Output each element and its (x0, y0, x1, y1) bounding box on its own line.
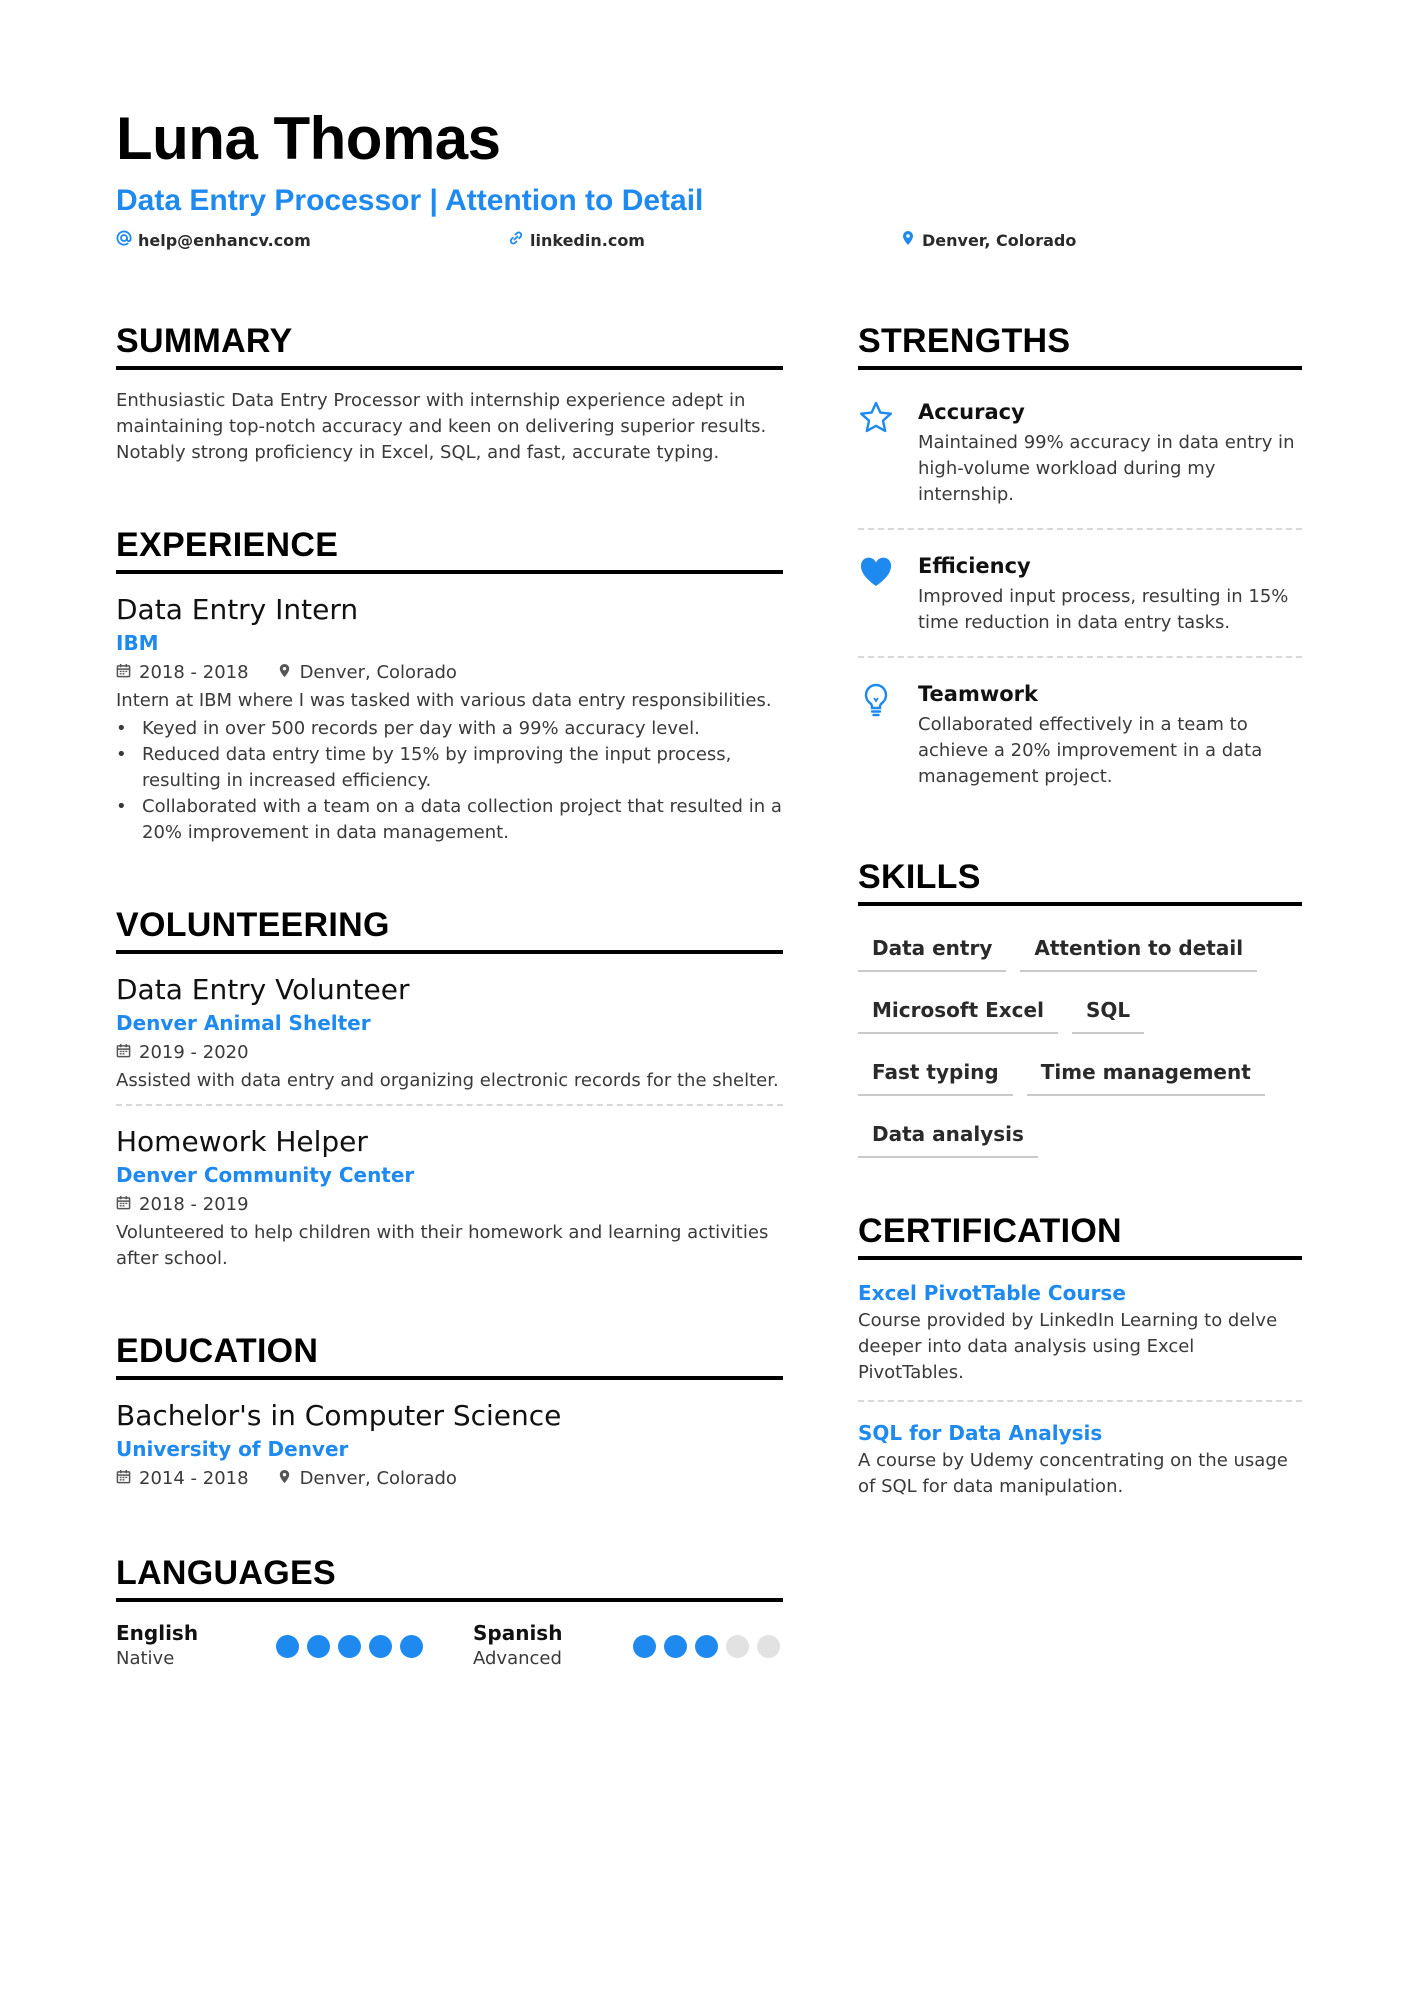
education-meta (116, 1464, 783, 1494)
certification-text: Course provided by LinkedIn Learning to delve deeper into data analysis using Excel PivotTables. (858, 1310, 1278, 1383)
experience-dates: 2018 - 2018 (139, 662, 249, 683)
strengths-heading: STRENGTHS (858, 320, 1302, 370)
strength-title: Teamwork (918, 682, 1038, 706)
experience-role: Data Entry Intern (116, 593, 359, 626)
rating-dot-filled (276, 1635, 299, 1658)
strength-text: Maintained 99% accuracy in data entry in high-volume workload during my internship. (918, 432, 1295, 505)
certification-heading: CERTIFICATION (858, 1210, 1302, 1260)
strength-title: Efficiency (918, 554, 1031, 578)
contact-email[interactable] (116, 230, 311, 250)
skill-tag: SQL (1072, 990, 1144, 1034)
experience-description: Intern at IBM where I was tasked with various data entry responsibilities. (116, 690, 772, 711)
right-column (858, 320, 1302, 1500)
link-icon (508, 230, 524, 250)
languages-heading: LANGUAGES (116, 1552, 783, 1602)
email-text: help@enhancv.com (138, 230, 311, 250)
volunteering-description: Assisted with data entry and organizing electronic records for the shelter. (116, 1070, 779, 1091)
left-column (116, 320, 783, 1672)
certification-item (858, 1278, 1302, 1402)
rating-dot-filled (369, 1635, 392, 1658)
candidate-headline: Data Entry Processor | Attention to Detail (116, 184, 704, 217)
calendar-icon (116, 1190, 131, 1220)
languages-list (116, 1620, 783, 1672)
strength-item (858, 658, 1302, 810)
education-item (116, 1398, 783, 1494)
certification-title: Excel PivotTable Course (858, 1281, 1126, 1305)
skill-tag: Attention to detail (1020, 928, 1257, 972)
skill-tag: Time management (1027, 1052, 1265, 1096)
summary-heading: SUMMARY (116, 320, 783, 370)
experience-bullet: • Collaborated with a team on a data collection project that resulted in a 20% improvement in data management. (116, 794, 783, 846)
skill-tag: Data analysis (858, 1114, 1038, 1158)
lightbulb-icon (858, 678, 896, 790)
education-heading: EDUCATION (116, 1330, 783, 1380)
language-rating (276, 1635, 423, 1658)
contact-bar (116, 230, 1077, 256)
education-school: University of Denver (116, 1437, 349, 1461)
volunteering-role: Homework Helper (116, 1125, 368, 1158)
rating-dot-filled (338, 1635, 361, 1658)
certification-item (858, 1402, 1302, 1500)
contact-linkedin[interactable] (508, 230, 645, 250)
language-name: Spanish (473, 1621, 563, 1645)
skills-list (858, 924, 1302, 1158)
language-item (116, 1620, 473, 1672)
volunteering-dates: 2018 - 2019 (139, 1194, 249, 1215)
calendar-icon (116, 1038, 131, 1068)
skills-heading: SKILLS (858, 856, 1302, 906)
location-pin-icon (277, 658, 292, 688)
linkedin-text: linkedin.com (530, 230, 645, 250)
volunteering-item (116, 972, 783, 1106)
strength-title: Accuracy (918, 400, 1025, 424)
summary-text: Enthusiastic Data Entry Processor with internship experience adept in maintaining top-notch accuracy and keen on delivering superior results. Notably strong proficiency in Excel, SQL, and fast, accurate typing. (116, 390, 767, 463)
summary-section (116, 320, 783, 466)
rating-dot-filled (664, 1635, 687, 1658)
skills-section (858, 856, 1302, 1158)
skill-tag: Fast typing (858, 1052, 1013, 1096)
rating-dot-empty (726, 1635, 749, 1658)
education-location: Denver, Colorado (299, 1468, 457, 1489)
strength-item (858, 388, 1302, 530)
certification-text: A course by Udemy concentrating on the usage of SQL for data manipulation. (858, 1450, 1288, 1497)
volunteering-org: Denver Animal Shelter (116, 1011, 371, 1035)
strengths-section (858, 320, 1302, 810)
skill-tag: Microsoft Excel (858, 990, 1058, 1034)
education-degree: Bachelor's in Computer Science (116, 1399, 562, 1432)
certification-title: SQL for Data Analysis (858, 1421, 1103, 1445)
experience-heading: EXPERIENCE (116, 524, 783, 574)
languages-section (116, 1552, 783, 1672)
calendar-icon (116, 658, 131, 688)
location-text: Denver, Colorado (922, 230, 1077, 250)
volunteering-meta (116, 1038, 783, 1068)
experience-meta (116, 658, 783, 688)
experience-location: Denver, Colorado (299, 662, 457, 683)
skill-tag: Data entry (858, 928, 1006, 972)
rating-dot-empty (757, 1635, 780, 1658)
language-item (473, 1620, 783, 1672)
volunteering-role: Data Entry Volunteer (116, 973, 410, 1006)
heart-icon (858, 550, 896, 636)
language-rating (633, 1635, 780, 1658)
volunteering-org: Denver Community Center (116, 1163, 415, 1187)
strength-text: Collaborated effectively in a team to achieve a 20% improvement in a data management project. (918, 714, 1263, 787)
education-section (116, 1330, 783, 1494)
volunteering-section (116, 904, 783, 1272)
language-name: English (116, 1621, 199, 1645)
location-pin-icon (900, 230, 916, 250)
experience-bullets (116, 716, 783, 846)
volunteering-meta (116, 1190, 783, 1220)
education-dates: 2014 - 2018 (139, 1468, 249, 1489)
rating-dot-filled (400, 1635, 423, 1658)
experience-item (116, 592, 783, 846)
star-icon (858, 396, 896, 508)
volunteering-item (116, 1106, 783, 1272)
contact-location (900, 230, 1076, 250)
experience-company: IBM (116, 631, 159, 655)
certification-section (858, 1210, 1302, 1500)
volunteering-dates: 2019 - 2020 (139, 1042, 249, 1063)
calendar-icon (116, 1464, 131, 1494)
strength-item (858, 530, 1302, 658)
experience-bullet: • Reduced data entry time by 15% by improving the input process, resulting in increased efficiency. (116, 742, 783, 794)
rating-dot-filled (633, 1635, 656, 1658)
experience-bullet: • Keyed in over 500 records per day with a 99% accuracy level. (116, 716, 783, 742)
language-level: Native (116, 1648, 175, 1669)
strength-text: Improved input process, resulting in 15% time reduction in data entry tasks. (918, 586, 1289, 633)
location-pin-icon (277, 1464, 292, 1494)
experience-section (116, 524, 783, 846)
at-icon (116, 230, 132, 250)
rating-dot-filled (307, 1635, 330, 1658)
volunteering-description: Volunteered to help children with their homework and learning activities after school. (116, 1222, 769, 1269)
candidate-name: Luna Thomas (116, 105, 501, 172)
rating-dot-filled (695, 1635, 718, 1658)
language-level: Advanced (473, 1648, 562, 1669)
volunteering-heading: VOLUNTEERING (116, 904, 783, 954)
